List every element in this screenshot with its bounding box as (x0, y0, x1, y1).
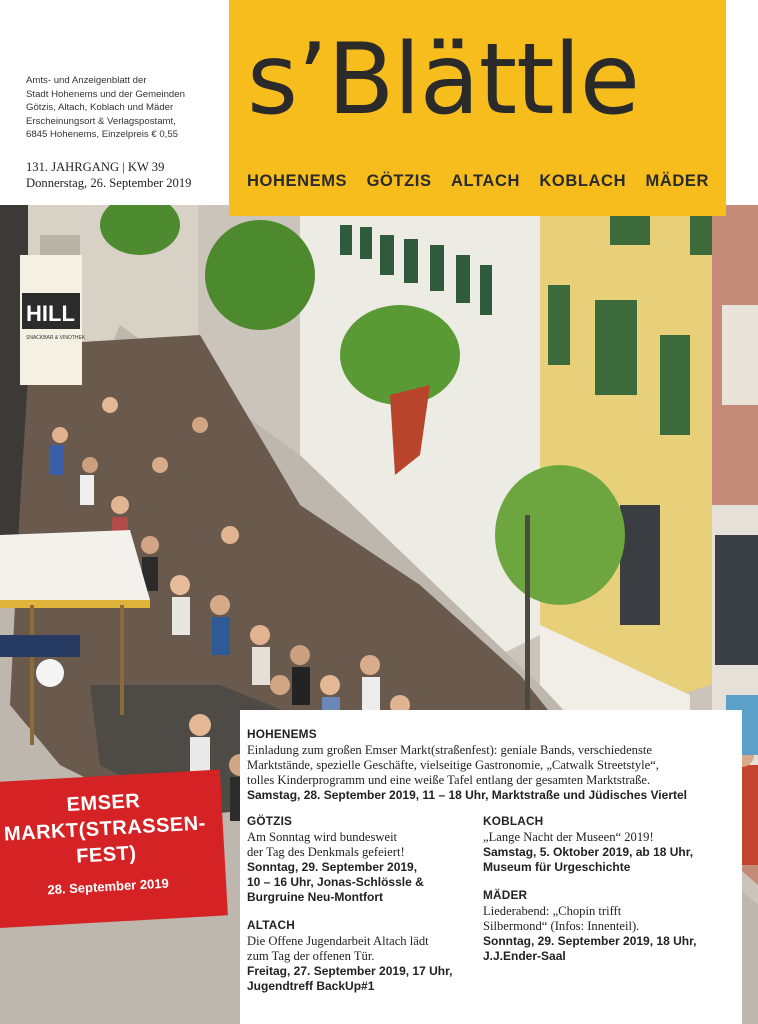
body-line: Silbermond“ (Infos: Innenteil). (483, 919, 640, 933)
shop-subtitle: SNACKBAR & VINOTHEK (26, 335, 86, 341)
date-line: Sonntag, 29. September 2019, (247, 860, 418, 874)
publisher-line: Amts- und Anzeigenblatt der (26, 75, 147, 86)
section-body (247, 830, 475, 860)
section-title: HOHENEMS (247, 727, 317, 741)
date-line: J.J.Ender-Saal (483, 949, 566, 963)
section-goetzis (247, 814, 475, 905)
badge-date: 28. September 2019 (47, 875, 170, 898)
publisher-line: Stadt Hohenems und der Gemeinden (26, 88, 185, 100)
publisher-line: 6845 Hohenems, Einzelpreis € 0,55 (26, 129, 178, 141)
town-koblach: KOBLACH (539, 172, 627, 190)
town-altach: ALTACH (451, 172, 520, 190)
section-altach (247, 918, 475, 994)
body-line: Liederabend: „Chopin trifft (483, 904, 622, 918)
publisher-line: Erscheinungsort & Verlagspostamt, (26, 115, 176, 127)
section-body (247, 743, 737, 788)
badge-title (0, 784, 225, 875)
badge-title-line: MARKT(STRASSEN- (3, 812, 207, 846)
masthead (229, 0, 726, 216)
badge-title-line: FEST) (75, 842, 138, 868)
date-line: Samstag, 5. Oktober 2019, ab 18 Uhr, (483, 845, 694, 859)
section-date (483, 934, 733, 964)
section-date: Samstag, 28. September 2019, 11 – 18 Uhr, Marktstraße und Jüdisches Viertel (247, 788, 687, 802)
issue-date: Donnerstag, 26. September 2019 (26, 176, 192, 190)
town-hohenems: HOHENEMS (247, 172, 348, 190)
section-hohenems (247, 727, 737, 803)
town-goetzis: GÖTZIS (366, 172, 432, 190)
body-line: zum Tag der offenen Tür. (247, 949, 375, 963)
body-line: Marktstände, spezielle Geschäfte, vielseitige Gastronomie, „Catwalk Streetstyle“, (247, 758, 659, 772)
logo-title: s’Blättle (247, 23, 640, 137)
shop-sign: HILL (26, 301, 75, 326)
date-line: Museum für Urgeschichte (483, 860, 631, 874)
town-list (247, 172, 709, 191)
town-maeder: MÄDER (645, 172, 709, 190)
date-line: Burgruine Neu-Montfort (247, 890, 383, 904)
body-line: „Lange Nacht der Museen“ 2019! (483, 830, 654, 844)
section-title: ALTACH (247, 918, 295, 932)
section-maeder (483, 888, 733, 964)
section-koblach (483, 814, 733, 875)
section-title: MÄDER (483, 888, 528, 902)
date-line: 10 – 16 Uhr, Jonas-Schlössle & (247, 875, 424, 889)
body-line: tolles Kinderprogramm und eine weiße Tafel entlang der gesamten Marktstraße. (247, 773, 651, 787)
event-badge (0, 770, 228, 929)
issue-volume: 131. JAHRGANG | KW 39 (26, 160, 165, 174)
section-date (247, 860, 475, 905)
badge-title-line: EMSER (66, 790, 141, 817)
body-line: Die Offene Jugendarbeit Altach lädt (247, 934, 429, 948)
date-line: Sonntag, 29. September 2019, 18 Uhr, (483, 934, 697, 948)
body-line: der Tag des Denkmals gefeiert! (247, 845, 405, 859)
section-title: GÖTZIS (247, 814, 293, 828)
date-line: Jugendtreff BackUp#1 (247, 979, 375, 993)
issue-info (26, 159, 231, 191)
body-line: Einladung zum großen Emser Markt(straßenfest): geniale Bands, verschiedenste (247, 743, 652, 757)
section-body (247, 934, 475, 964)
section-date (247, 964, 475, 994)
section-body (483, 904, 733, 934)
publisher-info (26, 74, 226, 142)
date-line: Freitag, 27. September 2019, 17 Uhr, (247, 964, 453, 978)
publisher-line: Götzis, Altach, Koblach und Mäder (26, 102, 174, 114)
section-date (483, 845, 733, 875)
section-title: KOBLACH (483, 814, 544, 828)
section-body (483, 830, 733, 845)
body-line: Am Sonntag wird bundesweit (247, 830, 398, 844)
